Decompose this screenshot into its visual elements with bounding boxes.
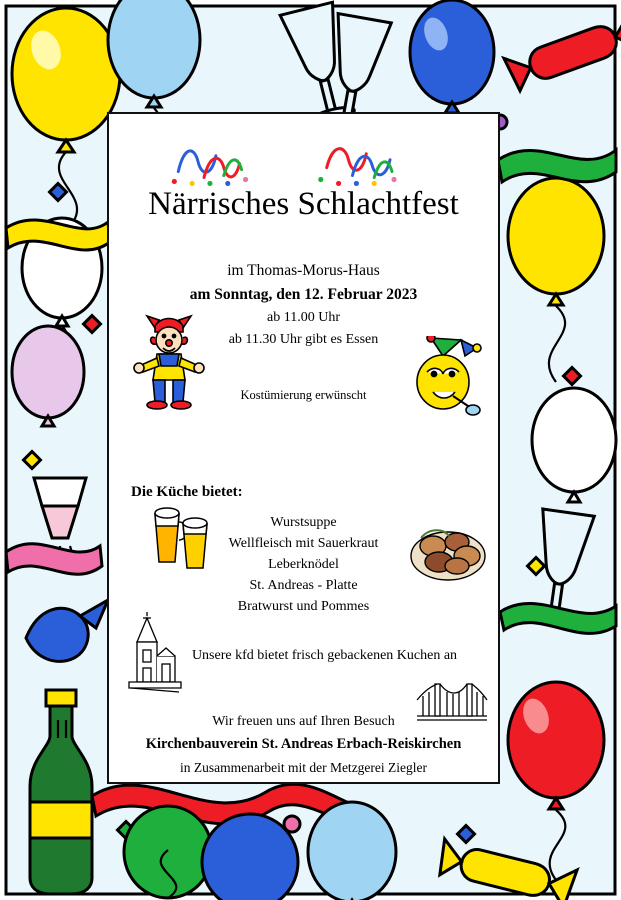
church-icon — [123, 612, 185, 698]
clown-icon — [133, 310, 205, 410]
menu-item: Bratwurst und Pommes — [237, 599, 370, 614]
kfd-note: Unsere kfd bietet frisch gebackenen Kuchen an — [191, 648, 458, 663]
beer-glasses-icon — [149, 496, 217, 576]
carnival-mask-icon — [409, 336, 485, 420]
menu-item: Leberknödel — [268, 557, 339, 572]
menu-item: Wellfleisch mit Sauerkraut — [228, 536, 379, 551]
venue-line: im Thomas-Morus-Haus — [227, 262, 380, 279]
closing-line-2: Kirchenbauverein St. Andreas Erbach-Reiskirchen — [145, 736, 462, 752]
flyer-sheet — [107, 112, 500, 784]
menu-item: St. Andreas - Platte — [249, 578, 358, 593]
page-title: Närrisches Schlachtfest — [148, 186, 459, 222]
kitchen-heading: Die Küche bietet: — [131, 484, 243, 500]
costume-note: Kostümierung erwünscht — [240, 388, 367, 402]
food-time-line: ab 11.30 Uhr gibt es Essen — [228, 332, 379, 347]
start-time-line: ab 11.00 Uhr — [267, 310, 340, 325]
closing-line-1: Wir freuen uns auf Ihren Besuch — [212, 714, 395, 729]
menu-item: Wurstsuppe — [270, 515, 337, 530]
confetti-streamers-icon — [109, 132, 498, 192]
meat-platter-icon — [409, 514, 487, 584]
closing-line-3: in Zusammenarbeit mit der Metzgerei Ziegler — [179, 760, 428, 775]
date-line: am Sonntag, den 12. Februar 2023 — [189, 286, 418, 303]
